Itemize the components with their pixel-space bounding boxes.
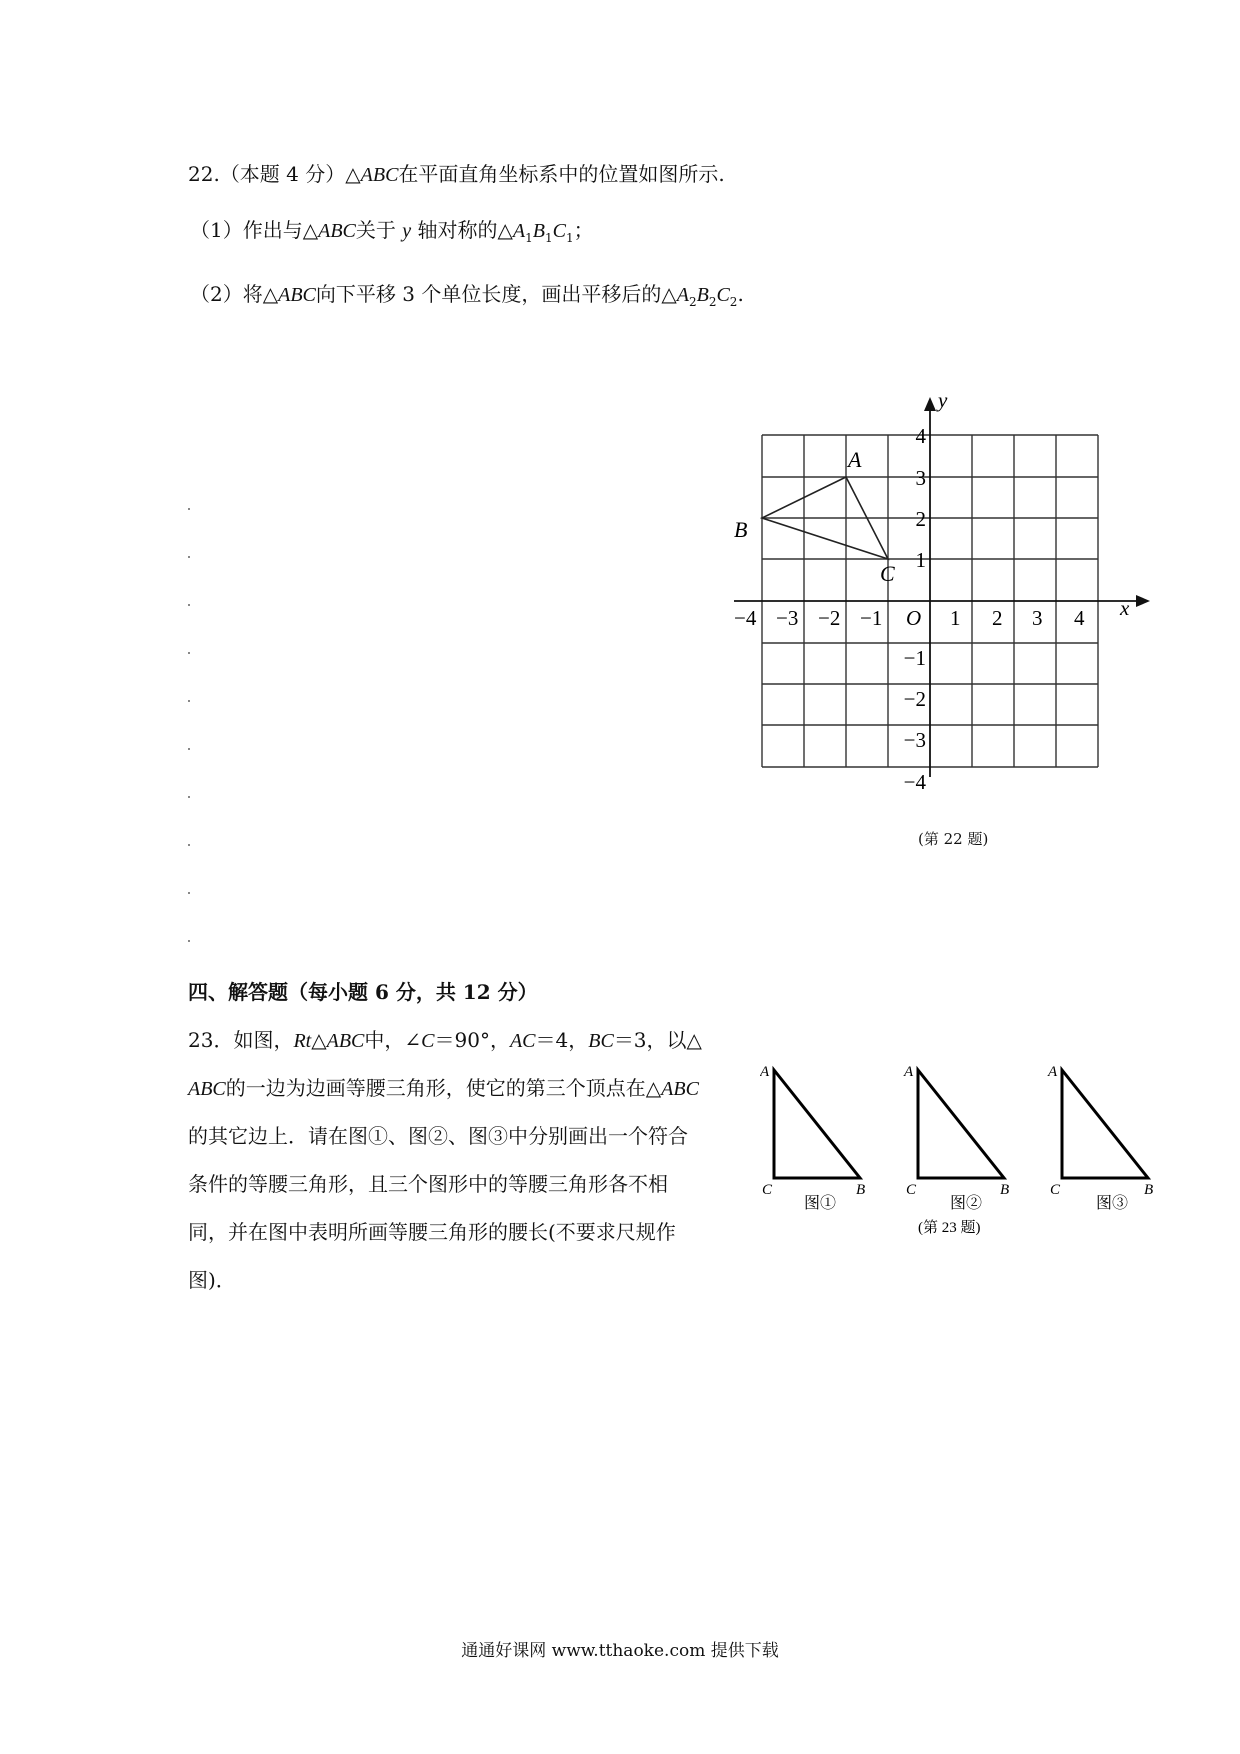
vertex-a-label: A	[1048, 1064, 1058, 1080]
point-c-label: C	[880, 561, 895, 586]
q23-line-2: ABC的一边为边画等腰三角形，使它的第三个顶点在△ABC	[188, 1076, 699, 1100]
x-tick-label: −4	[734, 606, 757, 630]
axes	[734, 397, 1150, 777]
vertex-c-label: C	[762, 1182, 773, 1198]
x-tick-label: 1	[950, 606, 961, 630]
y-tick-label: −4	[903, 770, 926, 794]
x-axis-label: x	[1120, 596, 1130, 620]
margin-dot	[188, 700, 190, 702]
y-tick-label: 2	[915, 507, 926, 531]
x-tick-label: 2	[992, 606, 1003, 630]
y-tick-label: 1	[915, 548, 926, 572]
vertex-c-label: C	[906, 1182, 917, 1198]
margin-dot	[188, 940, 190, 942]
figure-caption: 图③	[1096, 1195, 1129, 1212]
margin-dot	[188, 556, 190, 558]
margin-dot	[188, 652, 190, 654]
q23-figure-2	[903, 1064, 1009, 1212]
right-triangle	[1062, 1070, 1148, 1178]
vertex-c-label: C	[1050, 1182, 1061, 1198]
page-footer: 通通好课网 www.tthaoke.com 提供下载	[461, 1641, 779, 1661]
y-axis-arrow-icon	[924, 397, 936, 411]
x-tick-label: −1	[860, 606, 883, 630]
y-tick-label: −1	[903, 646, 926, 670]
point-b-label: B	[734, 517, 748, 542]
figure-caption: 图①	[804, 1195, 837, 1212]
y-tick-label: 4	[915, 424, 926, 448]
margin-dot	[188, 508, 190, 510]
q23-figure-3	[1047, 1064, 1153, 1212]
q23-line-1: 23．如图，Rt△ABC中，∠C＝90°，AC＝4，BC＝3，以△	[188, 1028, 702, 1052]
q23-triangle-figures	[760, 1056, 1160, 1236]
x-tick-label: 4	[1074, 606, 1085, 630]
q22-part1: （1）作出与△ABC关于 y 轴对称的$\triangle A_1B_1C_1$；	[190, 218, 594, 245]
q23-figure-1	[760, 1064, 865, 1212]
vertex-b-label: B	[856, 1182, 866, 1198]
q22-part2: （2）将△ABC向下平移 3 个单位长度，画出平移后的$\triangle A_2B_2C_2$.	[190, 282, 744, 309]
vertex-b-label: B	[1000, 1182, 1010, 1198]
origin-label: O	[906, 606, 922, 630]
vertex-a-label: A	[760, 1064, 770, 1080]
margin-dot	[188, 844, 190, 846]
y-tick-label: 3	[915, 466, 926, 490]
vertex-b-label: B	[1144, 1182, 1154, 1198]
margin-dot	[188, 892, 190, 894]
q23-line-4: 条件的等腰三角形，且三个图形中的等腰三角形各不相	[188, 1172, 668, 1196]
right-triangle	[774, 1070, 860, 1178]
margin-dot	[188, 604, 190, 606]
q22-coordinate-figure	[720, 385, 1160, 845]
y-tick-label: −3	[903, 728, 926, 752]
vertex-a-label: A	[904, 1064, 914, 1080]
q23-line-6: 图)．	[188, 1268, 236, 1292]
y-tick-label: −2	[903, 687, 926, 711]
y-axis-label: y	[938, 388, 948, 412]
q23-caption: (第 23 题)	[918, 1220, 981, 1236]
right-triangle	[918, 1070, 1004, 1178]
x-tick-label: −3	[776, 606, 799, 630]
x-tick-label: 3	[1032, 606, 1043, 630]
figure-caption: 图②	[950, 1195, 983, 1212]
q23-line-5: 同，并在图中表明所画等腰三角形的腰长(不要求尺规作	[188, 1220, 676, 1244]
point-a-label: A	[848, 447, 862, 472]
q22-figure-caption: (第 22 题)	[918, 830, 989, 848]
margin-dot	[188, 796, 190, 798]
margin-dot	[188, 748, 190, 750]
q22-stem: 22.（本题 4 分）△ABC在平面直角坐标系中的位置如图所示.	[188, 162, 725, 186]
x-tick-label: −2	[818, 606, 841, 630]
x-axis-arrow-icon	[1136, 595, 1150, 607]
q23-line-3: 的其它边上．请在图①、图②、图③中分别画出一个符合	[188, 1124, 688, 1148]
section-heading: 四、解答题（每小题 6 分，共 12 分）	[188, 980, 538, 1004]
